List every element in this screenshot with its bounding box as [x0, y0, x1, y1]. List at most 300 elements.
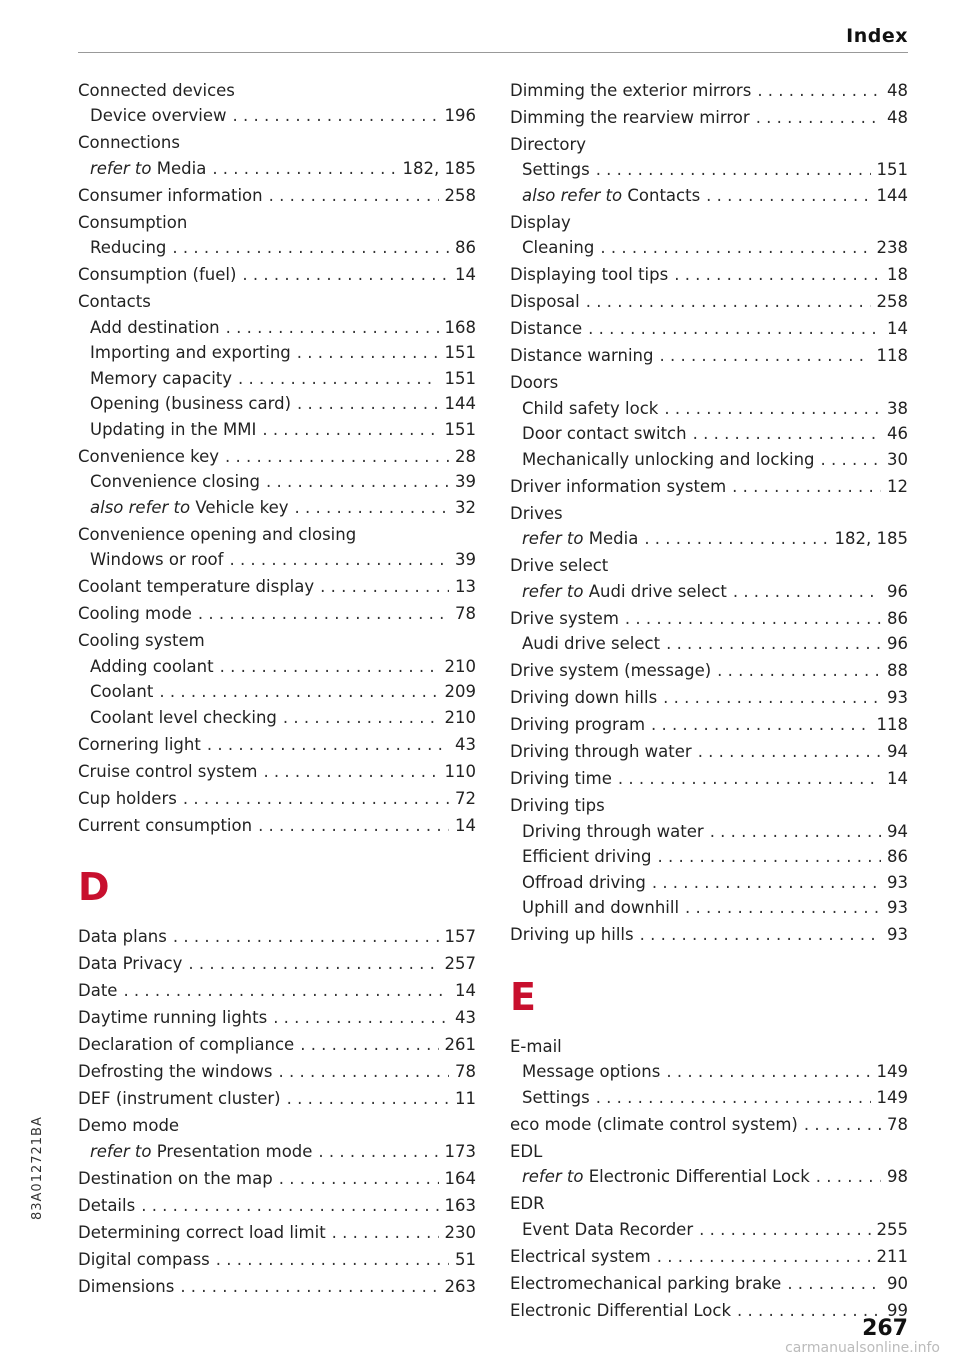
page-reference[interactable]: 14 [455, 265, 476, 284]
index-term [522, 1217, 693, 1243]
index-entry [78, 1005, 476, 1031]
page-reference[interactable]: 94 [887, 821, 908, 841]
index-term [510, 343, 653, 369]
index-term [510, 262, 668, 288]
page-reference[interactable]: 48 [887, 80, 908, 100]
dot-leader [699, 1217, 870, 1243]
index-subentry [510, 579, 908, 605]
dot-leader [226, 315, 439, 341]
index-term [510, 78, 751, 104]
dot-leader [586, 289, 871, 315]
index-heading [78, 628, 476, 654]
index-term [78, 522, 356, 548]
dot-leader [588, 316, 881, 342]
index-term-text: Dimming the exterior mirrors [510, 80, 752, 100]
index-heading [510, 370, 908, 396]
index-term-text: Cooling mode [78, 604, 192, 623]
index-term-text: DEF (instrument cluster) [78, 1089, 281, 1108]
index-term [78, 1086, 281, 1112]
index-subentry [510, 235, 908, 261]
index-term-text: Adding coolant [90, 656, 214, 676]
index-term [522, 183, 700, 209]
page-reference[interactable]: 173 [444, 1141, 476, 1161]
dot-leader [220, 654, 439, 680]
page-reference[interactable]: 209 [444, 682, 476, 701]
index-term [78, 759, 257, 785]
index-entry [78, 601, 476, 627]
dot-leader [332, 1220, 439, 1246]
index-subentry [510, 819, 908, 845]
index-term [522, 396, 658, 422]
index-term-text: Driving through water [510, 742, 692, 761]
page-reference[interactable]: 43 [455, 1008, 476, 1027]
index-term [522, 421, 687, 447]
index-heading [78, 289, 476, 315]
index-term-text: Convenience key [78, 446, 219, 466]
index-term-text: Drive system [510, 608, 619, 628]
page-reference[interactable]: 163 [444, 1195, 476, 1215]
index-term [510, 370, 558, 396]
index-subentry [78, 340, 476, 366]
page-reference[interactable]: 32 [455, 497, 476, 517]
page-reference[interactable]: 43 [455, 734, 476, 754]
index-entry [510, 1244, 908, 1270]
index-term-text: Current consumption [78, 815, 253, 835]
page-reference[interactable]: 230 [444, 1222, 476, 1242]
index-subentry [510, 1164, 908, 1190]
index-heading [510, 553, 908, 579]
page-reference[interactable]: 86 [455, 238, 476, 257]
index-term-text: Dimensions [78, 1276, 175, 1296]
index-term-text: Cup holders [78, 788, 177, 808]
index-entry [510, 262, 908, 288]
page-reference[interactable]: 261 [444, 1035, 476, 1054]
dot-leader [666, 631, 881, 657]
index-term [510, 1244, 651, 1270]
dot-leader [732, 474, 881, 500]
page-header-title: Index [846, 25, 908, 47]
dot-leader [269, 183, 439, 209]
index-subentry [510, 447, 908, 473]
page-reference[interactable]: 168 [444, 317, 476, 337]
index-term [510, 501, 563, 527]
index-heading [510, 210, 908, 236]
index-term-text: Uphill and downhill [522, 898, 680, 917]
index-term-text: Importing and exporting [90, 343, 291, 362]
index-entry [78, 951, 476, 977]
index-term-text: Device overview [90, 106, 227, 125]
index-term [510, 553, 608, 579]
page-reference[interactable]: 12 [887, 476, 908, 496]
index-heading [78, 210, 476, 236]
index-term [510, 1298, 731, 1324]
index-entry [510, 474, 908, 500]
index-term [522, 526, 638, 552]
page-reference[interactable]: 14 [455, 815, 476, 835]
index-term-text: Contacts [627, 185, 701, 205]
index-subentry [78, 547, 476, 573]
dot-leader [297, 340, 439, 366]
index-entry [78, 1166, 476, 1192]
index-entry [510, 712, 908, 738]
dot-leader [674, 262, 881, 288]
index-term [78, 1220, 326, 1246]
index-term [510, 1112, 798, 1138]
index-entry [78, 1247, 476, 1273]
index-term [78, 1032, 294, 1058]
dot-leader [757, 78, 881, 104]
page-reference[interactable]: 38 [887, 398, 908, 418]
page-reference[interactable]: 196 [444, 106, 476, 125]
index-subentry [78, 469, 476, 495]
index-term-text: Daytime running lights [78, 1008, 268, 1027]
page-reference[interactable]: 151 [444, 368, 476, 388]
index-term [522, 235, 594, 261]
dot-leader [225, 444, 449, 470]
dot-leader [693, 421, 881, 447]
index-term-text: Offroad driving [522, 872, 646, 892]
dot-leader [663, 685, 881, 711]
index-term-text: Drives [510, 503, 563, 523]
page-reference[interactable]: 263 [444, 1276, 476, 1296]
index-term [510, 793, 605, 819]
page-reference[interactable]: 72 [455, 788, 476, 808]
dot-leader [279, 1166, 439, 1192]
dot-leader [300, 1032, 438, 1058]
page-reference[interactable]: 93 [887, 688, 908, 707]
index-term-text: Convenience closing [90, 472, 260, 491]
index-term-text: Audi drive select [588, 581, 727, 601]
index-entry [78, 786, 476, 812]
index-subentry [510, 526, 908, 552]
dot-leader [664, 396, 881, 422]
page-reference[interactable]: 238 [876, 238, 908, 257]
index-term-text: Settings [522, 160, 590, 179]
index-term [78, 628, 205, 654]
dot-leader [262, 417, 438, 443]
index-entry [510, 1112, 908, 1138]
index-heading [510, 501, 908, 527]
index-term-text: Audi drive select [522, 634, 661, 653]
index-term-text: Determining correct load limit [78, 1222, 326, 1242]
index-term [78, 210, 187, 236]
page-reference[interactable]: 88 [887, 661, 908, 680]
dot-leader [242, 262, 449, 288]
page-reference[interactable]: 182, 185 [402, 158, 476, 178]
index-term [510, 606, 619, 632]
index-subentry [78, 235, 476, 261]
index-heading [510, 793, 908, 819]
index-term [522, 157, 590, 183]
index-term [522, 579, 727, 605]
dot-leader [279, 1059, 449, 1085]
dot-leader [198, 601, 449, 627]
index-term-text: Reducing [90, 238, 167, 257]
index-term-text: Driving up hills [510, 925, 634, 944]
cross-reference-label: also refer to [90, 497, 191, 517]
index-term [78, 951, 182, 977]
index-term-text: Efficient driving [522, 847, 652, 866]
page-reference[interactable]: 96 [887, 634, 908, 653]
index-entry [78, 978, 476, 1004]
index-subentry [510, 1085, 908, 1111]
page-reference[interactable]: 93 [887, 872, 908, 892]
index-subentry [510, 183, 908, 209]
cross-reference-label: also refer to [522, 185, 623, 205]
page-reference[interactable]: 210 [444, 656, 476, 676]
page-reference[interactable]: 51 [455, 1249, 476, 1269]
page-reference[interactable]: 151 [876, 160, 908, 179]
index-term-text: Destination on the map [78, 1168, 273, 1188]
index-term-text: Driving time [510, 769, 612, 788]
index-subentry [510, 870, 908, 896]
dot-leader [596, 157, 871, 183]
dot-leader [685, 895, 881, 921]
index-entry [78, 262, 476, 288]
index-term [522, 1164, 810, 1190]
page-reference[interactable]: 151 [444, 419, 476, 439]
index-term-text: Declaration of compliance [78, 1035, 295, 1054]
dot-leader [600, 235, 870, 261]
dot-leader [652, 870, 881, 896]
index-term [78, 574, 314, 600]
page-reference[interactable]: 98 [887, 1167, 908, 1186]
index-term [90, 469, 260, 495]
page-reference[interactable]: 258 [876, 292, 908, 311]
index-term [510, 316, 582, 342]
index-subentry [78, 391, 476, 417]
page-reference[interactable]: 149 [876, 1087, 908, 1107]
dot-leader [295, 495, 449, 521]
page-reference[interactable]: 255 [876, 1219, 908, 1239]
dot-leader [320, 574, 449, 600]
index-term-text: Displaying tool tips [510, 265, 669, 284]
page-reference[interactable]: 13 [455, 577, 476, 596]
page-reference[interactable]: 14 [887, 319, 908, 338]
index-term [78, 444, 219, 470]
dot-leader [787, 1271, 881, 1297]
dot-leader [651, 712, 870, 738]
index-subentry [78, 103, 476, 129]
page-reference[interactable]: 78 [455, 604, 476, 623]
index-subentry [78, 417, 476, 443]
index-subentry [78, 654, 476, 680]
page-reference[interactable]: 118 [876, 346, 908, 365]
page-reference[interactable]: 182, 185 [834, 529, 908, 548]
page-reference[interactable]: 144 [876, 185, 908, 205]
index-term-text: Memory capacity [90, 368, 233, 388]
page-reference[interactable]: 210 [444, 707, 476, 727]
index-term-text: Child safety lock [522, 398, 659, 418]
index-entry [78, 1193, 476, 1219]
index-entry [510, 289, 908, 315]
page-reference[interactable]: 211 [876, 1246, 908, 1266]
index-term-text: Dimming the rearview mirror [510, 107, 750, 127]
page-reference[interactable]: 90 [887, 1273, 908, 1293]
page-reference[interactable]: 78 [455, 1062, 476, 1081]
index-term [90, 366, 232, 392]
dot-leader [717, 658, 881, 684]
index-term [78, 978, 117, 1004]
page-reference[interactable]: 118 [876, 715, 908, 734]
index-term-text: Add destination [90, 317, 220, 337]
index-term-text: Message options [522, 1062, 661, 1081]
page-reference[interactable]: 258 [444, 185, 476, 205]
page-reference[interactable]: 151 [444, 343, 476, 362]
index-entry [78, 1274, 476, 1300]
index-term [78, 183, 263, 209]
page-reference[interactable]: 164 [444, 1168, 476, 1188]
index-term [510, 105, 750, 131]
dot-leader [266, 469, 449, 495]
index-subentry [510, 396, 908, 422]
index-subentry [510, 421, 908, 447]
dot-leader [159, 679, 438, 705]
page-reference[interactable]: 11 [455, 1089, 476, 1108]
page-reference[interactable]: 96 [887, 581, 908, 601]
index-term-text: Connections [78, 133, 180, 152]
page-reference[interactable]: 14 [455, 981, 476, 1000]
index-term-text: Distance [510, 319, 583, 338]
index-term [78, 813, 252, 839]
page-reference[interactable]: 86 [887, 847, 908, 866]
dot-leader [596, 1085, 871, 1111]
page-number: 267 [862, 1316, 908, 1341]
dot-leader [188, 951, 438, 977]
dot-leader [229, 547, 449, 573]
dot-leader [804, 1112, 881, 1138]
index-term [90, 654, 214, 680]
dot-leader [710, 819, 881, 845]
index-term [510, 289, 580, 315]
index-term [78, 732, 201, 758]
index-term-text: Driving down hills [510, 688, 658, 707]
index-term-text: E-mail [510, 1036, 562, 1056]
dot-leader [756, 105, 881, 131]
page-reference[interactable]: 93 [887, 925, 908, 944]
index-term-text: Door contact switch [522, 424, 687, 443]
index-entry [78, 924, 476, 950]
page-reference[interactable]: 28 [455, 446, 476, 466]
index-term-text: EDR [510, 1194, 545, 1213]
dot-leader [287, 1086, 449, 1112]
index-term-text: Driving through water [522, 821, 704, 841]
index-entry [510, 78, 908, 104]
index-term-text: Mechanically unlocking and locking [522, 449, 815, 469]
index-entry [78, 813, 476, 839]
dot-leader [618, 766, 881, 792]
index-term-text: Contacts [78, 292, 151, 311]
index-heading [510, 132, 908, 158]
index-entry [78, 1220, 476, 1246]
dot-leader [297, 391, 438, 417]
page-reference[interactable]: 14 [887, 769, 908, 788]
index-term [510, 210, 571, 236]
index-subentry [78, 679, 476, 705]
page-reference[interactable]: 39 [455, 472, 476, 491]
index-term [90, 547, 223, 573]
page-reference[interactable]: 46 [887, 424, 908, 443]
page-reference[interactable]: 149 [876, 1062, 908, 1081]
index-entry [78, 1032, 476, 1058]
cross-reference-label: refer to [522, 1167, 584, 1186]
index-term-text: Electrical system [510, 1246, 651, 1266]
index-term [78, 924, 167, 950]
index-term [522, 447, 815, 473]
dot-leader [737, 1298, 881, 1324]
dot-leader [698, 739, 881, 765]
index-subentry [78, 495, 476, 521]
index-term-text: Media [588, 529, 639, 548]
index-entry [510, 343, 908, 369]
index-entry [78, 444, 476, 470]
index-entry [510, 105, 908, 131]
page-reference[interactable]: 94 [887, 742, 908, 761]
page-reference[interactable]: 78 [887, 1114, 908, 1134]
index-term-text: Event Data Recorder [522, 1219, 694, 1239]
index-term-text: Defrosting the windows [78, 1062, 273, 1081]
page-reference[interactable]: 144 [444, 394, 476, 413]
index-term-text: Cruise control system [78, 761, 258, 781]
index-entry [78, 1059, 476, 1085]
index-subentry [78, 366, 476, 392]
page-reference[interactable]: 86 [887, 608, 908, 628]
index-term [522, 895, 679, 921]
dot-leader [283, 705, 439, 731]
index-term [90, 1139, 312, 1165]
index-term [510, 1271, 781, 1297]
index-term [522, 819, 704, 845]
index-term [90, 235, 166, 261]
index-term [522, 1085, 590, 1111]
page-reference[interactable]: 48 [887, 107, 908, 127]
page-reference[interactable]: 157 [444, 927, 476, 946]
dot-leader [216, 1247, 449, 1273]
index-entry [510, 606, 908, 632]
dot-leader [172, 235, 449, 261]
page-reference[interactable]: 39 [455, 550, 476, 569]
page-reference[interactable]: 257 [444, 954, 476, 973]
index-term-text: Updating in the MMI [90, 419, 257, 439]
page-reference[interactable]: 18 [887, 265, 908, 284]
header-divider [78, 52, 908, 53]
index-term-text: Consumption (fuel) [78, 265, 237, 284]
index-term [522, 844, 651, 870]
index-term [90, 705, 277, 731]
index-term [78, 1059, 273, 1085]
cross-reference-label: refer to [522, 529, 584, 548]
index-term [510, 1034, 562, 1060]
index-entry [78, 574, 476, 600]
index-term [78, 78, 235, 104]
page-reference[interactable]: 30 [887, 449, 908, 469]
dot-leader [180, 1274, 438, 1300]
page-reference[interactable]: 110 [444, 761, 476, 781]
dot-leader [659, 343, 870, 369]
page-reference[interactable]: 93 [887, 898, 908, 917]
dot-leader [657, 1244, 871, 1270]
index-term-text: Electromechanical parking brake [510, 1273, 782, 1293]
index-heading [78, 1113, 476, 1139]
index-term [78, 1247, 210, 1273]
index-term-text: Demo mode [78, 1116, 180, 1135]
page-reference[interactable]: 99 [887, 1300, 908, 1320]
index-term [90, 679, 153, 705]
section-letter: E [510, 974, 536, 1019]
index-term-text: Disposal [510, 292, 580, 311]
index-term [78, 1193, 135, 1219]
index-term [510, 1139, 542, 1165]
